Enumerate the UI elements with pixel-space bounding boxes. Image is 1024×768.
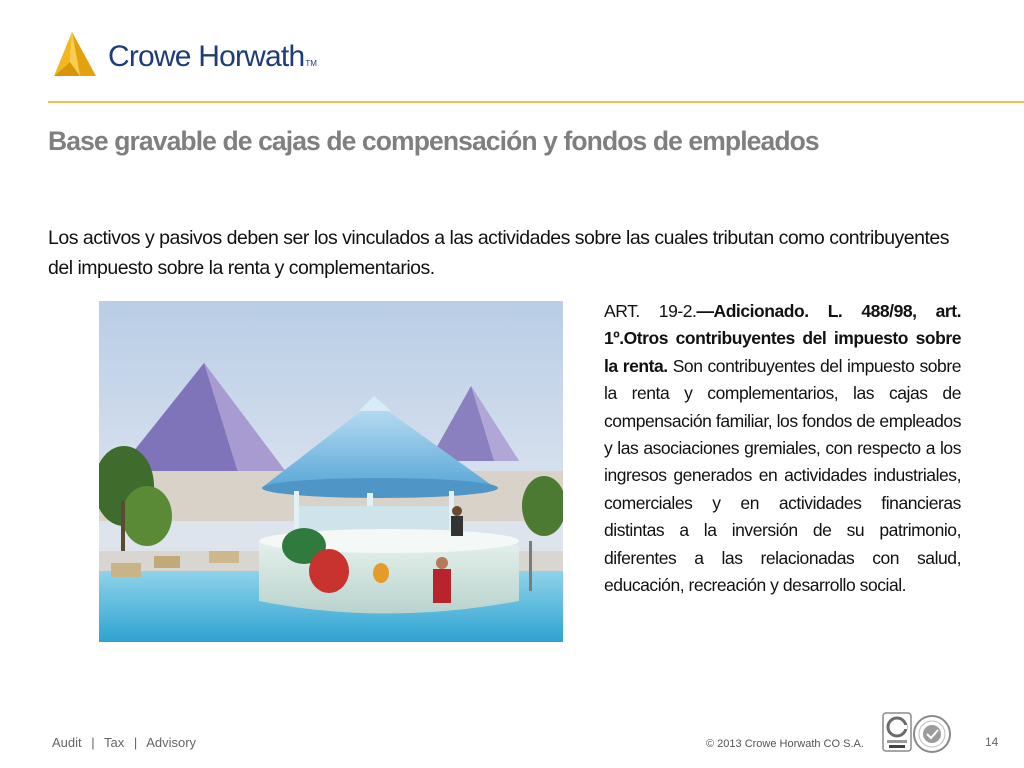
logo-wordmark — [108, 40, 317, 74]
footer-service-advisory: Advisory — [146, 735, 197, 750]
crowe-horwath-logo-mark-icon — [50, 32, 100, 76]
footer-separator: | — [133, 735, 138, 750]
company-logo — [50, 30, 330, 78]
page-number: 14 — [985, 735, 999, 749]
intro-paragraph: Los activos y pasivos deben ser los vinculados a las actividades sobre las cuales tributan como contribuyentes del impuesto sobre la renta y complementarios. — [48, 227, 950, 279]
logo-trademark: TM — [305, 59, 317, 68]
article-text — [604, 298, 961, 599]
footer-service-audit: Audit — [52, 735, 82, 750]
logo-text: Crowe Horwath — [108, 40, 305, 73]
pyramids-pool-bar-photo — [99, 301, 563, 642]
footer-services — [52, 735, 196, 750]
footer-service-tax: Tax — [104, 735, 125, 750]
iso-9001-certification-seal-icon — [882, 712, 912, 752]
iqnet-certification-seal-icon — [912, 714, 952, 754]
article-heading: —Adicionado. L. 488/98, art. 1º.Otros contribuyentes del impuesto sobre la renta. — [604, 301, 962, 376]
footer-separator: | — [91, 735, 95, 750]
slide-title: Base gravable de cajas de compensación y fondos de empleados — [48, 126, 819, 156]
copyright-notice: © 2013 Crowe Horwath CO S.A. — [706, 738, 864, 750]
article-prefix: ART. 19-2. — [604, 301, 697, 321]
article-body: Son contribuyentes del impuesto sobre la renta y complementarios, las cajas de compensación familiar, los fondos de empleados y las asociaciones gremiales, con respecto a los ingresos generados en actividades industriales, comerciales y en actividades financieras distintas a la inversión de su patrimonio, diferentes a las relacionadas con salud, educación, recreación y desarrollo social. — [604, 355, 961, 596]
header-divider — [48, 101, 1024, 103]
